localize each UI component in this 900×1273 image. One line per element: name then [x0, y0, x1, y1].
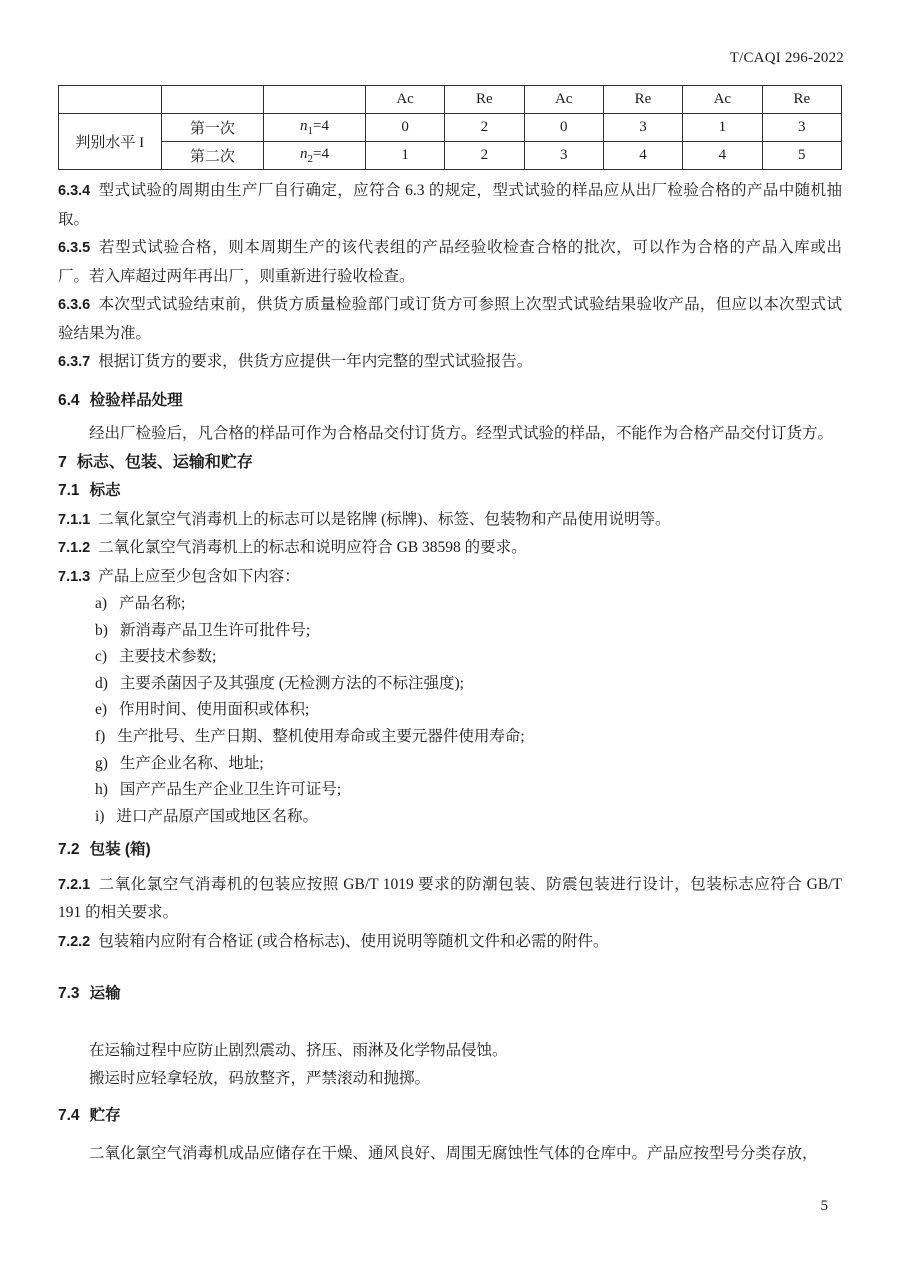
- table-cell-value: 4: [603, 142, 682, 170]
- clause-number: 7.1.2: [58, 540, 91, 556]
- clause-6-3-4: [58, 177, 842, 234]
- table-cell-value: 3: [603, 114, 682, 142]
- page-number: 5: [820, 1198, 828, 1214]
- section-heading-7-2: [58, 836, 842, 865]
- item-text: 进口产品原产国或地区名称。: [116, 807, 318, 825]
- table-col-header: Ac: [683, 86, 762, 114]
- heading-number: 7.1: [58, 482, 80, 499]
- table-row-second: [59, 142, 842, 170]
- heading-title: 运输: [89, 985, 121, 1003]
- clause-number: 7.1.3: [58, 568, 91, 585]
- clause-text: 二氧化氯空气消毒机上的标志和说明应符合 GB 38598 的要求。: [98, 539, 527, 556]
- table-col-header: Ac: [365, 86, 444, 114]
- table-cell-sample-size: $n_1=4$: [264, 114, 366, 142]
- clause-number: 7.1.1: [58, 511, 91, 528]
- list-item-i: [95, 804, 842, 831]
- clause-7-1-3: [58, 563, 842, 592]
- item-marker: d): [95, 674, 108, 692]
- clause-6-3-6: [58, 291, 842, 348]
- table-col-header: Ac: [524, 86, 603, 114]
- item-marker: f): [95, 727, 106, 745]
- clause-7-1-1: [58, 506, 842, 535]
- section-heading-7: [58, 449, 842, 478]
- table-row-first: [59, 114, 842, 142]
- clause-text: 根据订货方的要求，供货方应提供一年内完整的型式试验报告。: [98, 353, 533, 370]
- table-cell-value: 0: [365, 114, 444, 142]
- table-cell-value: 0: [524, 114, 603, 142]
- heading-title: 标志、包装、运输和贮存: [76, 453, 253, 471]
- paragraph-7-3-line2: 搬运时应轻拿轻放，码放整齐，严禁滚动和抛掷。: [89, 1070, 431, 1088]
- heading-title: 包装 (箱): [89, 841, 151, 859]
- table-cell-value: 3: [762, 114, 841, 142]
- list-item-c: [95, 644, 842, 671]
- item-marker: c): [95, 648, 108, 666]
- section-heading-7-1: [58, 477, 842, 506]
- table-col-header: Re: [603, 86, 682, 114]
- clause-text: 包装箱内应附有合格证 (或合格标志)、使用说明等随机文件和必需的附件。: [98, 932, 609, 950]
- item-text: 国产产品生产企业卫生许可证号;: [119, 781, 342, 799]
- table-cell-attempt: 第一次: [161, 114, 264, 142]
- table-cell-attempt: 第二次: [161, 142, 264, 170]
- list-item-h: [95, 777, 842, 804]
- list-item-b: [95, 618, 842, 645]
- table-cell-empty: [264, 86, 366, 114]
- paragraph-7-4: 二氧化氯空气消毒机成品应储存在干燥、通风良好、周围无腐蚀性气体的仓库中。产品应按型号分类存放，: [89, 1145, 818, 1163]
- list-item-d: [95, 671, 842, 698]
- table-cell-empty: [161, 86, 264, 114]
- item-marker: e): [95, 701, 108, 719]
- item-marker: b): [95, 621, 108, 639]
- doc-code: T/CAQI 296-2022: [729, 50, 844, 66]
- heading-number: 7.4: [58, 1106, 80, 1124]
- clause-number: 6.3.5: [58, 240, 91, 256]
- clause-6-3-7: [58, 348, 842, 377]
- clause-7-2-2: [58, 928, 842, 957]
- table-col-header: Re: [445, 86, 524, 114]
- row-group-label: 判别水平 I: [59, 114, 162, 170]
- item-marker: g): [95, 754, 108, 772]
- clause-number: 7.2.2: [58, 933, 91, 950]
- section-heading-6-4: [58, 387, 842, 416]
- heading-title: 标志: [89, 482, 121, 499]
- clause-text: 若型式试验合格，则本周期生产的该代表组的产品经验收检查合格的批次，可以作为合格的产品入库或出厂。若入库超过两年再出厂，则重新进行验收检查。: [58, 239, 842, 285]
- clause-number: 7.2.1: [58, 876, 91, 893]
- clause-text: 型式试验的周期由生产厂自行确定，应符合 6.3 的规定，型式试验的样品应从出厂检验合格的产品中随机抽取。: [58, 182, 842, 228]
- table-cell-value: 2: [445, 142, 524, 170]
- table-header-row: [59, 86, 842, 114]
- sampling-table: [58, 85, 842, 170]
- table-cell-sample-size: $n_2=4$: [264, 142, 366, 170]
- table-cell-value: 3: [524, 142, 603, 170]
- table-cell-value: 4: [683, 142, 762, 170]
- section-heading-7-3: [58, 980, 842, 1009]
- item-marker: i): [95, 807, 105, 825]
- paragraph-6-4: 经出厂检验后，凡合格的样品可作为合格品交付订货方。经型式试验的样品，不能作为合格产品交付订货方。: [89, 425, 834, 442]
- table-cell-empty: [59, 86, 162, 114]
- heading-number: 6.4: [58, 391, 80, 409]
- clause-7-1-2: [58, 534, 842, 563]
- table-cell-value: 2: [445, 114, 524, 142]
- item-text: 生产企业名称、地址;: [119, 754, 264, 772]
- clause-text: 产品上应至少包含如下内容：: [98, 567, 300, 585]
- clause-text: 本次型式试验结束前，供货方质量检验部门或订货方可参照上次型式试验结果验收产品，但应以本次型式试验结果为准。: [58, 296, 842, 342]
- clause-number: 6.3.7: [58, 354, 91, 370]
- heading-number: 7: [58, 453, 67, 471]
- list-item-e: [95, 697, 842, 724]
- list-item-a: [95, 591, 842, 618]
- clause-number: 6.3.4: [58, 183, 91, 199]
- item-marker: a): [95, 595, 108, 612]
- heading-title: 检验样品处理: [89, 391, 183, 409]
- clause-text: 二氧化氯空气消毒机的包装应按照 GB/T 1019 要求的防潮包装、防震包装进行设计，包装标志应符合 GB/T 191 的相关要求。: [58, 875, 842, 922]
- list-item-g: [95, 751, 842, 778]
- list-item-f: [95, 724, 842, 751]
- clause-number: 6.3.6: [58, 297, 91, 313]
- paragraph-7-3-line1: 在运输过程中应防止剧烈震动、挤压、雨淋及化学物品侵蚀。: [89, 1041, 508, 1059]
- table-col-header: Re: [762, 86, 841, 114]
- table-cell-value: 1: [365, 142, 444, 170]
- item-text: 主要杀菌因子及其强度 (无检测方法的不标注强度);: [119, 674, 464, 692]
- list-7-1-3: [95, 591, 842, 830]
- heading-number: 7.3: [58, 985, 80, 1003]
- clause-text: 二氧化氯空气消毒机上的标志可以是铭牌 (标牌)、标签、包装物和产品使用说明等。: [98, 510, 671, 528]
- heading-number: 7.2: [58, 841, 80, 859]
- item-text: 主要技术参数;: [119, 648, 217, 666]
- page-content: [58, 85, 842, 1169]
- item-text: 新消毒产品卫生许可批件号;: [119, 621, 311, 639]
- item-text: 生产批号、生产日期、整机使用寿命或主要元器件使用寿命;: [117, 727, 525, 745]
- item-text: 作用时间、使用面积或体积;: [119, 701, 310, 719]
- clause-7-2-1: [58, 871, 842, 928]
- section-heading-7-4: [58, 1102, 842, 1131]
- clause-6-3-5: [58, 234, 842, 291]
- heading-title: 贮存: [89, 1106, 121, 1124]
- item-text: 产品名称;: [119, 595, 186, 612]
- table-cell-value: 1: [683, 114, 762, 142]
- item-marker: h): [95, 781, 108, 799]
- table-cell-value: 5: [762, 142, 841, 170]
